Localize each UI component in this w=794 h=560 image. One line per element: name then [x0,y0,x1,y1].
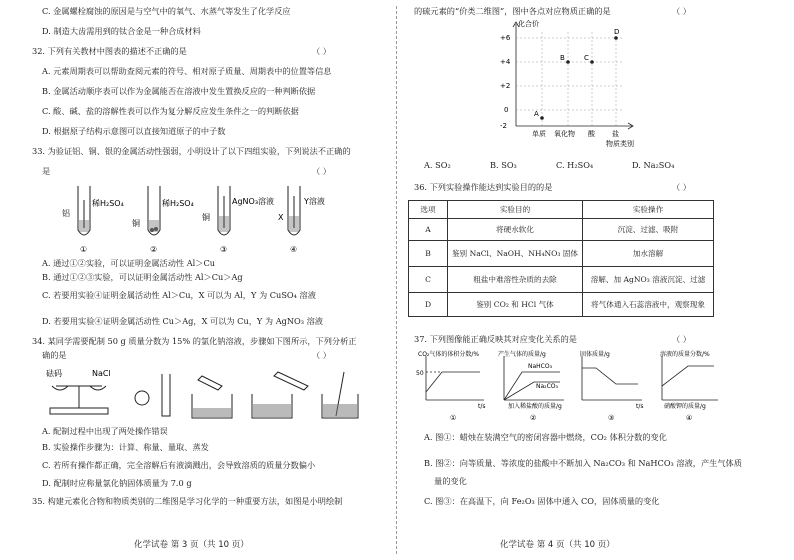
answer-paren: （ ） [672,334,691,344]
table-cell: 将气体通入石蕊溶液中，观察现象 [583,293,714,317]
x-tick-acid: 酸 [588,130,595,138]
q37-option-b-cont: 量的变化 [434,476,467,486]
tube1-metal-label: 铝 [62,209,70,218]
q32-option-d: D. 根据原子结构示意图可以直接知道原子的中子数 [42,126,226,136]
tube2-acid-label: 稀H₂SO₄ [162,199,194,208]
tube4-metal-label: X [278,213,284,222]
header-purpose: 实验目的 [448,201,583,219]
exp-number-2: ② [150,245,158,254]
table-cell: B [409,241,448,267]
chart-y-title: 化合价 [518,20,539,28]
q32-option-a: A. 元素周期表可以帮助查阅元素的符号、相对原子质量、周期表中的位置等信息 [42,66,332,76]
graph2-number: ② [530,414,537,422]
graph1-y-label: CO₂气体的体积分数/% [418,351,480,358]
sulfur-valence-class-chart [492,18,642,148]
nacl-label: NaCl [92,369,111,378]
header-operation: 实验操作 [583,201,714,219]
q35-option-d: D. Na₂SO₄ [632,160,675,170]
q34-stem-cont: 确的是 [42,350,67,360]
weights-label: 砝码 [46,369,62,378]
graph4-number: ④ [686,414,693,422]
q33-stem-cont: 是 [42,166,51,176]
answer-paren: （ ） [312,166,331,176]
graph2-series1: NaHCO₃ [528,363,552,370]
graph1-x-label: t/s [478,403,486,410]
tube2-metal-label: 铜 [132,219,140,228]
tube1-acid-label: 稀H₂SO₄ [92,199,124,208]
table-cell: 将硬水软化 [448,219,583,241]
table-cell: D [409,293,448,317]
table-row [409,219,714,241]
answer-paren: （ ） [672,182,691,192]
page-footer-left: 化学试卷 第 3 页（共 10 页） [134,540,249,550]
graph1-number: ① [450,414,457,422]
q33-option-b: B. 通过①②③实验，可以证明金属活动性 Al＞Cu＞Ag [42,272,243,282]
tube3-metal-label: 铜 [202,213,210,222]
graph1-mark-50: 50 [416,370,424,377]
test-tube-experiments-figure [42,180,342,258]
q36-stem: 36. 下列实验操作能达到实验目的的是 [414,182,553,192]
q33-option-d: D. 若要用实验④证明金属活动性 Cu＞Ag，X 可以为 Cu，Y 为 AgNO₃ 溶液 [42,316,323,326]
x-tick-element: 单质 [532,130,546,138]
table-row [409,293,714,317]
q37-graphs [412,348,722,424]
point-d-label: D [614,28,620,36]
q35-option-c: C. H₂SO₄ [556,160,594,170]
tube4-solution-label: Y溶液 [304,197,325,206]
q32-option-b: B. 金属活动顺序表可以作为金属能否在溶液中发生置换反应的一种判断依据 [42,86,316,96]
q35-option-a: A. SO₂ [424,160,451,170]
q35-stem: 35. 构建元素化合物和物质类别的二维图是学习化学的一种重要方法，如图是小明绘制 [32,496,343,506]
y-tick-plus4: +4 [500,58,511,66]
table-cell: C [409,267,448,293]
answer-paren: （ ） [672,6,691,16]
q34-option-b: B. 实验操作步骤为：计算、称量、量取、蒸发 [42,442,209,452]
tube3-solution-label: AgNO₃溶液 [232,197,275,206]
q32-stem: 32. 下列有关教材中图表的描述不正确的是 [32,46,187,56]
graph2-series2: Na₂CO₃ [536,383,558,390]
exp-number-3: ③ [220,245,228,254]
graph4-x-label: 硝酸钾的质量/g [664,403,706,410]
table-cell: A [409,219,448,241]
y-tick-plus6: +6 [500,34,511,42]
table-header-row [409,201,714,219]
right-column [404,0,786,560]
table-cell: 沉淀、过滤、吸附 [583,219,714,241]
point-a-label: A [534,110,539,118]
q34-stem: 34. 某同学需要配制 50 g 质量分数为 15% 的氯化钠溶液，步骤如下图所示，下列分析正 [32,336,357,346]
y-tick-minus2: -2 [500,122,507,130]
table-row [409,267,714,293]
q33-stem: 33. 为验证铝、铜、银的金属活动性强弱，小明设计了以下四组实验，下列说法不正确的 [32,146,351,156]
x-tick-salt: 盐 [612,130,619,138]
table-row [409,241,714,267]
table-cell: 粗盐中难溶性杂质的去除 [448,267,583,293]
exp-number-4: ④ [290,245,298,254]
answer-paren: （ ） [312,46,331,56]
q37-option-c: C. 图③：在高温下，向 Fe₂O₃ 固体中通入 CO，固体质量的变化 [424,496,660,506]
left-column [22,0,404,560]
q35-stem-cont: 的硫元素的“价类二维图”，图中各点对应物质正确的是 [414,6,611,16]
graph2-y-label: 产生气体的质量/g [498,351,546,358]
q37-option-a: A. 图①：蜡烛在装满空气的密闭容器中燃烧，CO₂ 体积分数的变化 [424,432,667,442]
q34-option-d: D. 配制时应称量氯化钠固体质量为 7.0 g [42,478,192,488]
graph3-number: ③ [608,414,615,422]
graph3-x-label: t/s [636,403,644,410]
q34-option-c: C. 若所有操作都正确，完全溶解后有液滴溅出，会导致溶质的质量分数偏小 [42,460,316,470]
point-c-label: C [584,54,589,62]
table-cell: 加水溶解 [583,241,714,267]
experiment-table [408,200,714,317]
page-footer-right: 化学试卷 第 4 页（共 10 页） [500,540,615,550]
header-option: 选项 [409,201,448,219]
solution-preparation-figure [42,364,362,424]
x-tick-oxide: 氧化物 [554,130,575,138]
graph3-y-label: 固体质量/g [580,351,610,358]
q37-option-b: B. 图②：向等质量、等浓度的盐酸中不断加入 Na₂CO₃ 和 NaHCO₃ 溶液，产生气体质 [424,458,742,468]
point-b-label: B [560,54,565,62]
table-cell: 鉴别 NaCl、NaOH、NH₄NO₃ 固体 [448,241,583,267]
column-divider [396,6,397,554]
q33-option-a: A. 通过①②实验，可以证明金属活动性 Al＞Cu [42,258,215,268]
chart-x-title: 物质类别 [606,140,634,148]
q31-option-c: C. 金属螺栓腐蚀的原因是与空气中的氧气、水蒸气等发生了化学反应 [42,6,291,16]
exp-number-1: ① [80,245,88,254]
q34-option-a: A. 配制过程中出现了两处操作错误 [42,426,168,436]
y-tick-0: 0 [504,106,509,114]
graph4-y-label: 溶液的质量分数/% [660,351,710,358]
q37-stem: 37. 下列图像能正确反映其对应变化关系的是 [414,334,577,344]
answer-paren: （ ） [312,350,331,360]
q31-option-d: D. 制造大齿需用到的钛合金是一种合成材料 [42,26,201,36]
y-tick-plus2: +2 [500,82,511,90]
q33-option-c: C. 若要用实验④证明金属活动性 Al＞Cu，X 可以为 Al，Y 为 CuSO₄ 溶液 [42,290,316,300]
table-cell: 鉴别 CO₂ 和 HCl 气体 [448,293,583,317]
table-cell: 溶解、加 AgNO₃ 溶液沉淀、过滤 [583,267,714,293]
q32-option-c: C. 酸、碱、盐的溶解性表可以作为复分解反应发生条件之一的判断依据 [42,106,299,116]
q35-option-b: B. SO₃ [490,160,517,170]
graph2-x-label: 加入稀盐酸的质量/g [508,403,562,410]
